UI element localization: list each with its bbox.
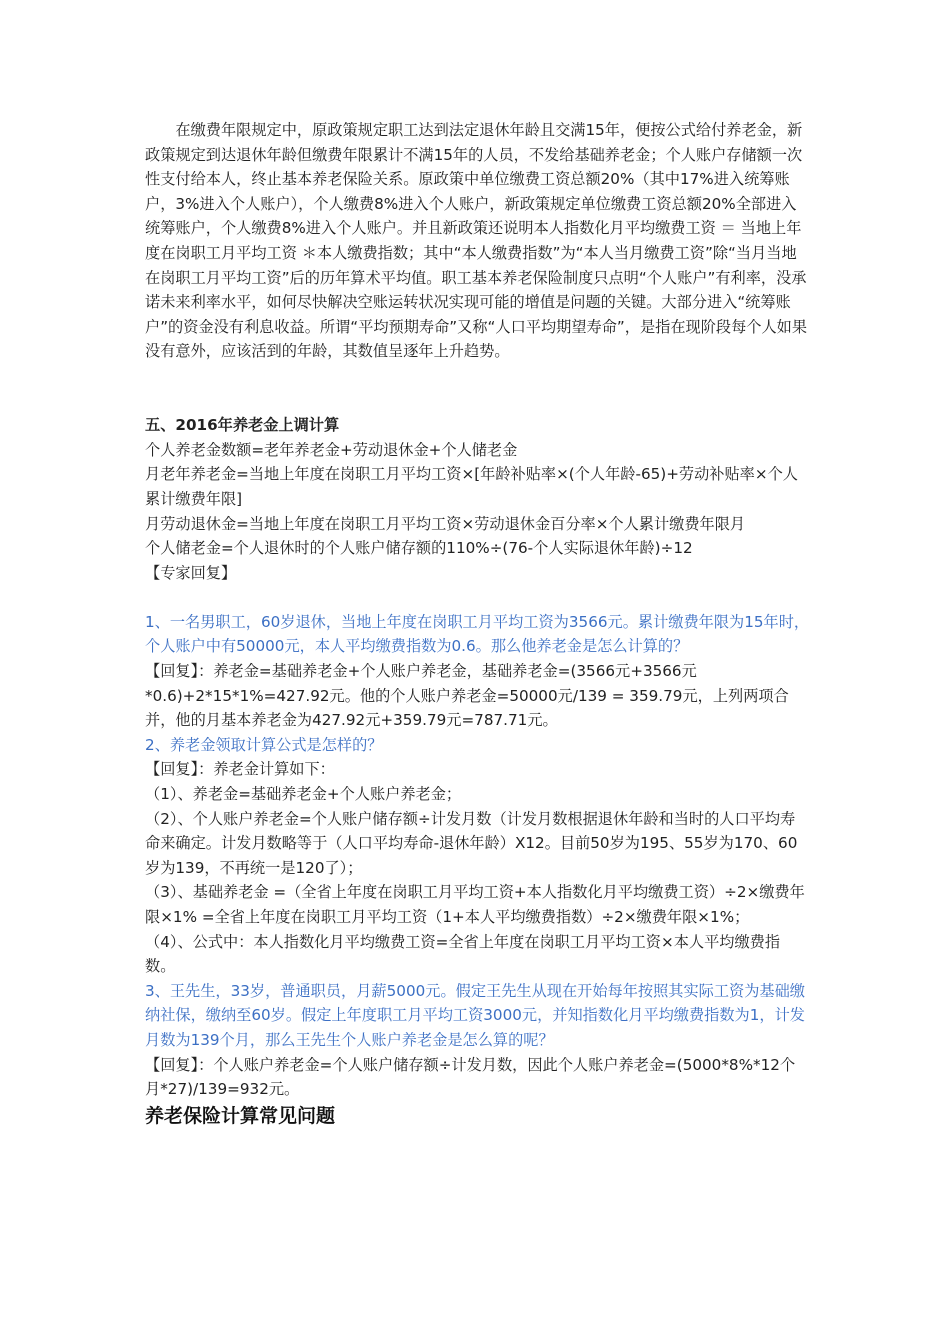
answer-2-line: （2）、个人账户养老金=个人账户储存额÷计发月数（计发月数根据退休年龄和当时的人口平均寿命来确定。计发月数略等于（人口平均寿命-退休年龄）X12。目前50岁为195、55岁为170、60岁为139，不再统一是120了）； xyxy=(145,809,798,877)
answer-2-line: （1）、养老金=基础养老金+个人账户养老金； xyxy=(145,785,462,804)
question-1: 1、一名男职工，60岁退休，当地上年度在岗职工月平均工资为3566元。累计缴费年限为15年时，个人账户中有50000元，本人平均缴费指数为0.6。那么他养老金是怎么计算的？ xyxy=(145,612,810,656)
document-title: 养老保险计算常见问题 xyxy=(145,1104,336,1127)
expert-reply-label: 【专家回复】 xyxy=(145,563,237,582)
question-3: 3、王先生，33岁，普通职员，月薪5000元。假定王先生从现在开始每年按照其实际工资为基础缴纳社保，缴纳至60岁。假定上年度职工月平均工资3000元，并知指数化月平均缴费指数为1，计发月数为139个月，那么王先生个人账户养老金是怎么算的呢？ xyxy=(145,981,805,1049)
section-heading: 五、2016年养老金上调计算 xyxy=(145,416,340,435)
spacer xyxy=(145,389,810,414)
spacer xyxy=(145,585,810,610)
question-2: 2、养老金领取计算公式是怎样的？ xyxy=(145,735,383,754)
answer-2-line: （3）、基础养老金 =（全省上年度在岗职工月平均工资+本人指数化月平均缴费工资）÷2×缴费年限×1% =全省上年度在岗职工月平均工资（1+本人平均缴费指数）÷2×缴费年限×1%； xyxy=(145,883,805,926)
answer-3: 【回复】：个人账户养老金=个人账户储存额÷计发月数，因此个人账户养老金=(5000*8%*12个月*27)/139=932元。 xyxy=(145,1055,796,1099)
spacer xyxy=(145,364,810,389)
formula-line: 个人储老金=个人退休时的个人账户储存额的110%÷(76-个人实际退休年龄)÷12 xyxy=(145,539,693,558)
document-body xyxy=(145,118,810,1130)
answer-2-line: 【回复】：养老金计算如下： xyxy=(145,760,335,779)
answer-1: 【回复】：养老金=基础养老金+个人账户养老金，基础养老金=(3566元+3566元*0.6)+2*15*1%=427.92元。他的个人账户养老金=50000元/139 = 359.79元，上列两项合并，他的月基本养老金为427.92元+359.79元=787.71元。 xyxy=(145,662,789,730)
answer-2-line: （4）、公式中：本人指数化月平均缴费工资=全省上年度在岗职工月平均工资×本人平均缴费指数。 xyxy=(145,932,781,976)
intro-paragraph: 在缴费年限规定中，原政策规定职工达到法定退休年龄且交满15年，便按公式给付养老金，新政策规定到达退休年龄但缴费年限累计不满15年的人员，不发给基础养老金；个人账户存储额一次性支付给本人，终止基本养老保险关系。原政策中单位缴费工资总额20%（其中17%进入统筹账户，3%进入个人账户），个人缴费8%进入个人账户，新政策规定单位缴费工资总额20%全部进入统筹账户，个人缴费8%进入个人账户。并且新政策还说明本人指数化月平均缴费工资 ＝ 当地上年度在岗职工月平均工资 ＊本人缴费指数；其中“本人缴费指数”为“本人当月缴费工资”除“当月当地在岗职工月平均工资”后的历年算术平均值。职工基本养老保险制度只点明“个人账户”有利率，没承诺未来利率水平，如何尽快解决空账运转状况实现可能的增值是问题的关键。大部分进入“统筹账户”的资金没有利息收益。所谓“平均预期寿命”又称“人口平均期望寿命”，是指在现阶段每个人如果没有意外，应该活到的年龄，其数值呈逐年上升趋势。 xyxy=(145,121,808,361)
formula-line: 月劳动退休金=当地上年度在岗职工月平均工资×劳动退休金百分率×个人累计缴费年限月 xyxy=(145,514,746,533)
formula-line: 月老年养老金=当地上年度在岗职工月平均工资×[年龄补贴率×(个人年龄-65)+劳动补贴率×个人累计缴费年限] xyxy=(145,465,798,508)
formula-line: 个人养老金数额=老年养老金+劳动退休金+个人储老金 xyxy=(145,440,518,459)
